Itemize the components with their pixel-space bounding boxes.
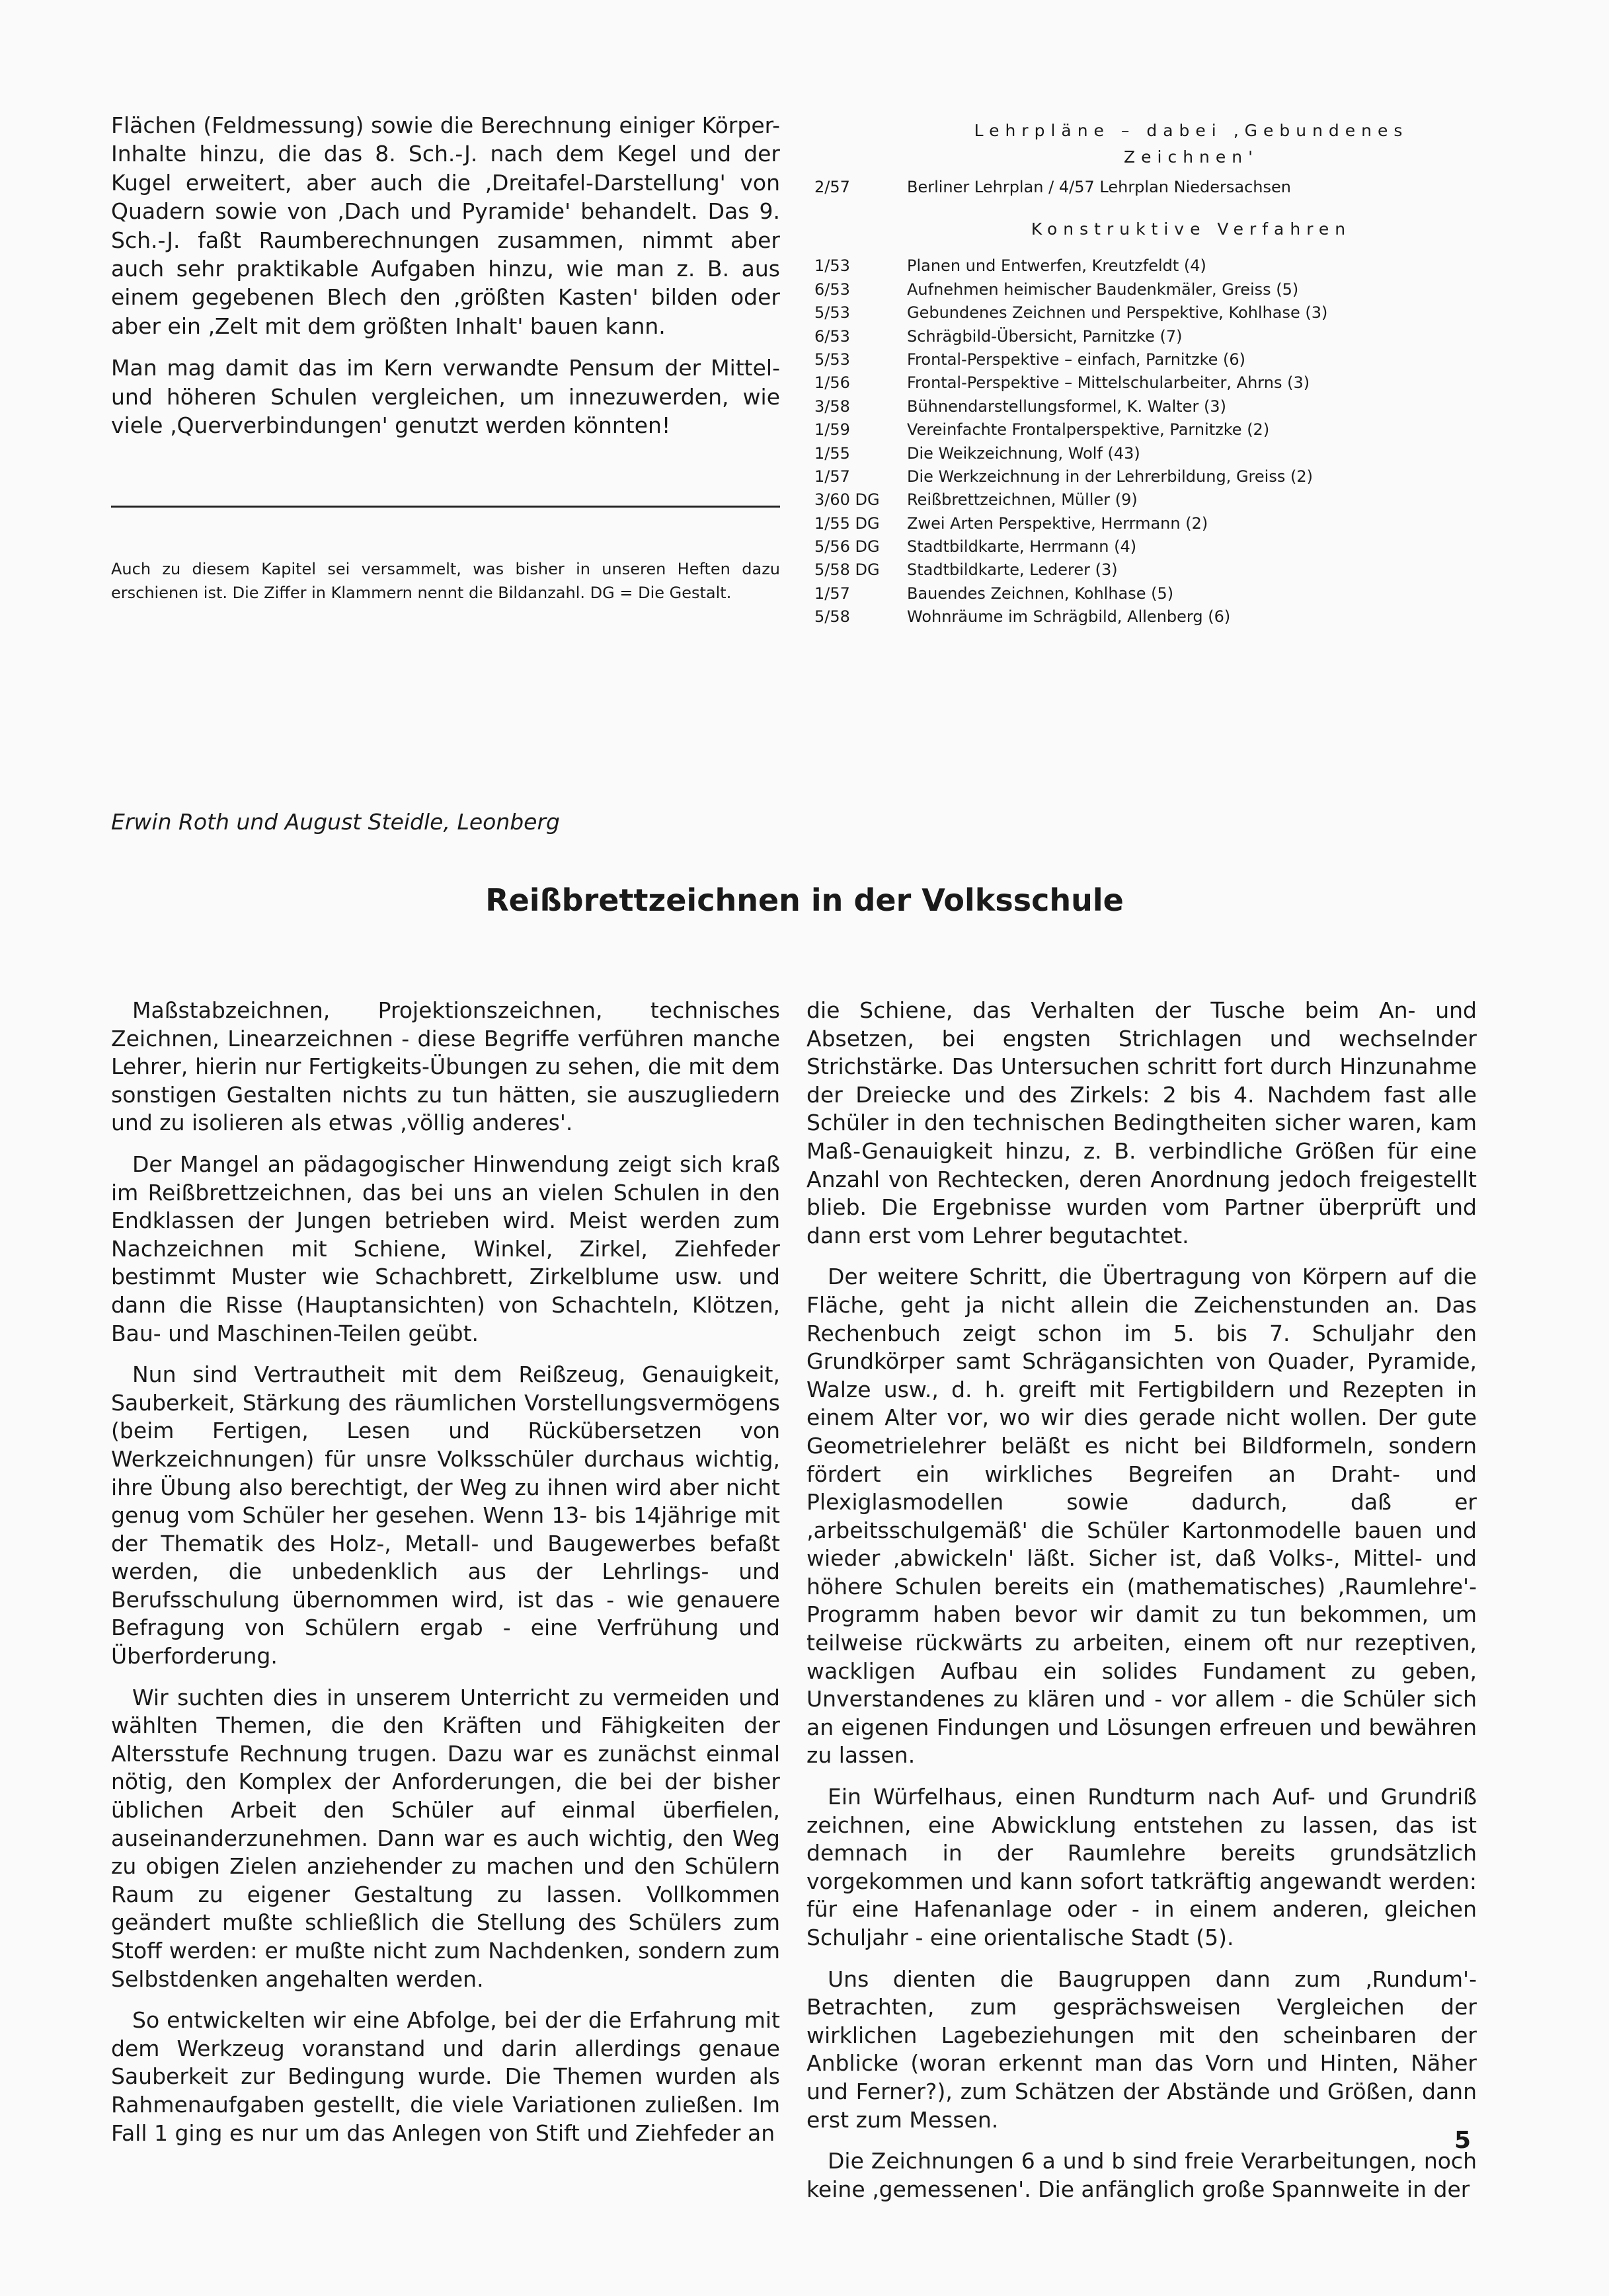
body-paragraph: Ein Würfelhaus, einen Rundturm nach Auf- und Grundriß zeichnen, eine Abwicklung entstehen zu lassen, das ist demnach in der Raumlehre bereits grundsätzlich vorgekommen und kann sofort tatkräftig angewandt werden: für eine Hafenanlage oder - in einem anderen, gleichen Schuljahr - eine orientalische Stadt (5). xyxy=(806,1784,1477,1950)
upper-left-paragraph-1: Flächen (Feldmessung) sowie die Berechnung einiger Körper-Inhalte hinzu, die das 8. Sch.-J. nach dem Kegel und der Kugel erweitert, aber auch die ‚Dreitafel-Darstellung' von Quadern sowie von ‚Dach und Pyramide' behandelt. Das 9. Sch.-J. faßt Raumberechnungen zusammen, nimmt aber auch sehr praktikable Aufgaben hinzu, wie man z. B. aus einem gegebenen Blech den ‚größten Kasten' bilden oder aber ein ‚Zelt mit dem größten Inhalt' bauen kann. xyxy=(111,112,780,339)
body-paragraph: Der weitere Schritt, die Übertragung von Körpern auf die Fläche, geht ja nicht allein die Zeichenstunden an. Das Rechenbuch zeigt schon im 5. bis 7. Schuljahr den Grundkörper samt Schrägansichten von Quader, Pyramide, Walze usw., d. h. greift mit Fertigbildern und Rezepten in einem Alter vor, wo wir dies gerade nicht wollen. Der gute Geometrielehrer beläßt es nicht bei Bildformeln, sondern fördert ein wirkliches Begreifen an Draht- und Plexiglasmodellen sowie dadurch, daß er ‚arbeitsschulgemäß' die Schüler Kartonmodelle bauen und wieder ‚abwickeln' läßt. Sicher ist, daß Volks-, Mittel- und höhere Schulen bereits ein (mathematisches) ‚Raumlehre'-Programm haben bevor wir damit zu tun bekommen, um teilweise rückwärts zu arbeiten, einem oft nur rezeptiven, wackligen Aufbau ein solides Fundament zu geben, Unverstandenes zu klären und - vor allem - die Schüler sich an eigenen Findungen und Lösungen erfreuen und bewähren zu lassen. xyxy=(806,1264,1477,1769)
list-item-code: 1/55 xyxy=(814,443,850,463)
list-item-text: Schrägbild-Übersicht, Parnitzke (7) xyxy=(907,326,1183,346)
list-item-code: 6/53 xyxy=(814,326,850,346)
list-item xyxy=(814,176,1475,199)
list-item-text: Stadtbildkarte, Herrmann (4) xyxy=(907,537,1137,556)
article-title: Reißbrettzeichnen in der Volksschule xyxy=(485,882,1124,918)
list-item xyxy=(814,348,1475,371)
list-item xyxy=(814,395,1475,418)
list-item-text: Die Werkzeichnung in der Lehrerbildung, Greiss (2) xyxy=(907,467,1313,486)
list-item-code: 3/58 xyxy=(814,397,850,416)
page-number: 5 xyxy=(1454,2127,1472,2154)
list-item-text: Wohnräume im Schrägbild, Allenberg (6) xyxy=(907,607,1231,627)
section-title-konstruktive-verfahren: Konstruktive Verfahren xyxy=(1031,219,1352,239)
body-paragraph: Maßstabzeichnen, Projektionszeichnen, technisches Zeichnen, Linearzeichnen - diese Begriffe verführen manche Lehrer, hierin nur Fertigkeits-Übungen zu sehen, die mit dem sonstigen Gestalten nichts zu tun hätten, sie auszugliedern und zu isolieren als etwas ‚völlig anderes'. xyxy=(111,997,780,1136)
body-paragraph: Nun sind Vertrautheit mit dem Reißzeug, Genauigkeit, Sauberkeit, Stärkung des räumlichen Vorstellungsvermögens (beim Fertigen, Lesen und Rückübersetzen von Werkzeichnungen) für unsre Volksschüler durchaus wichtig, ihre Übung also berechtigt, der Weg zu ihnen wird aber nicht genug vom Schüler her gesehen. Wenn 13- bis 14jährige mit der Thematik des Holz-, Metall- und Baugewerbes befaßt werden, die unbedenklich aus der Lehrlings- und Berufsschulung übernommen wird, ist das - wie genauere Befragung von Schülern ergab - eine Verfrühung und Überforderung. xyxy=(111,1361,780,1669)
list-item-code: 2/57 xyxy=(814,178,850,196)
list-item-text: Frontal-Perspektive – Mittelschularbeiter, Ahrns (3) xyxy=(907,373,1310,393)
list-item xyxy=(814,418,1475,441)
list-item-code: 5/53 xyxy=(814,350,850,369)
list-item-code: 3/60 DG xyxy=(814,490,880,510)
list-item-text: Bauendes Zeichnen, Kohlhase (5) xyxy=(907,584,1174,603)
list-item-code: 1/55 DG xyxy=(814,514,880,533)
body-paragraph: Die Zeichnungen 6 a und b sind freie Verarbeitungen, noch keine ‚gemessenen'. Die anfänglich große Spannweite in der xyxy=(806,2148,1477,2202)
section-divider xyxy=(111,506,780,508)
footnote: Auch zu diesem Kapitel sei versammelt, was bisher in unseren Heften dazu erschienen ist. Die Ziffer in Klammern nennt die Bildanzahl. DG = Die Gestalt. xyxy=(111,560,780,602)
list-item-text: Zwei Arten Perspektive, Herrmann (2) xyxy=(907,514,1208,533)
list-item xyxy=(814,254,1475,278)
list-item xyxy=(814,488,1475,512)
list-item-text: Planen und Entwerfen, Kreutzfeldt (4) xyxy=(907,256,1206,276)
upper-left-text xyxy=(111,111,780,440)
konstruktive-verfahren-list xyxy=(814,254,1475,629)
section-title-lehrplaene: Lehrpläne – dabei ‚Gebundenes Zeichnen' xyxy=(974,121,1409,167)
list-item-text: Gebundenes Zeichnen und Perspektive, Kohlhase (3) xyxy=(907,303,1328,323)
reference-list xyxy=(814,118,1475,629)
list-item-text: Die Weikzeichnung, Wolf (43) xyxy=(907,443,1140,463)
list-item-code: 1/59 xyxy=(814,420,850,440)
body-paragraph: Der Mangel an pädagogischer Hinwendung zeigt sich kraß im Reißbrettzeichnen, das bei uns an vielen Schulen in den Endklassen der Jungen betrieben wird. Meist werden zum Nachzeichnen mit Schiene, Winkel, Zirkel, Ziehfeder bestimmt Muster wie Schachbrett, Zirkelblume usw. und dann die Risse (Hauptansichten) von Schachteln, Klötzen, Bau- und Maschinen-Teilen geübt. xyxy=(111,1151,780,1346)
body-paragraph: Uns dienten die Baugruppen dann zum ‚Rundum'-Betrachten, zum gesprächsweisen Vergleichen der wirklichen Lagebeziehungen mit den scheinbaren der Anblicke (woran erkennt man das Vorn und Hinten, Näher und Ferner?), zum Schätzen der Abstände und Größen, dann erst zum Messen. xyxy=(806,1966,1477,2133)
list-item xyxy=(814,371,1475,395)
list-item-code: 5/56 DG xyxy=(814,537,880,556)
list-item xyxy=(814,582,1475,605)
list-item-code: 1/57 xyxy=(814,584,850,603)
body-paragraph: die Schiene, das Verhalten der Tusche beim An- und Absetzen, bei engsten Strichlagen und wechselnder Strichstärke. Das Untersuchen schritt fort durch Hinzunahme der Dreiecke und des Zirkels: 2 bis 4. Nachdem fast alle Schüler in den technischen Bedingtheiten sicher waren, kam Maß-Genauigkeit hinzu, z. B. verbindliche Größen für eine Anzahl von Rechtecken, deren Anordnung jedoch freigestellt blieb. Die Ergebnisse wurden vom Partner überprüft und dann erst vom Lehrer begutachtet. xyxy=(806,997,1477,1248)
body-paragraph: Wir suchten dies in unserem Unterricht zu vermeiden und wählten Themen, die den Kräften und Fähigkeiten der Altersstufe Rechnung trugen. Dazu war es zunächst einmal nötig, den Komplex der Anforderungen, die bei der bisher üblichen Arbeit den Schüler auf einmal überfielen, auseinanderzunehmen. Dann war es auch wichtig, den Weg zu obigen Zielen anziehender zu machen und den Schülern Raum zu eigener Gestaltung zu lassen. Vollkommen geändert mußte schließlich die Stellung des Schülers zum Stoff werden: er mußte nicht zum Nachdenken, sondern zum Selbstdenken angehalten werden. xyxy=(111,1684,780,1992)
list-item-text: Stadtbildkarte, Lederer (3) xyxy=(907,560,1118,580)
list-item-text: Berliner Lehrplan / 4/57 Lehrplan Niedersachsen xyxy=(907,178,1291,196)
list-item xyxy=(814,558,1475,582)
list-item xyxy=(814,605,1475,629)
article-authors: Erwin Roth und August Steidle, Leonberg xyxy=(111,809,560,835)
list-item-code: 5/58 DG xyxy=(814,560,880,580)
list-item-text: Frontal-Perspektive – einfach, Parnitzke (6) xyxy=(907,350,1246,369)
list-item-code: 5/58 xyxy=(814,607,850,627)
body-paragraph: So entwickelten wir eine Abfolge, bei der die Erfahrung mit dem Werkzeug voranstand und darin allerdings genaue Sauberkeit zur Bedingung wurde. Die Themen wurden als Rahmenaufgaben gestellt, die viele Variationen zuließen. Im Fall 1 ging es nur um das Anlegen von Stift und Ziehfeder an xyxy=(111,2007,780,2146)
list-item xyxy=(814,512,1475,535)
list-item-text: Reißbrettzeichnen, Müller (9) xyxy=(907,490,1138,510)
article-column-right xyxy=(806,997,1477,2203)
list-item xyxy=(814,535,1475,558)
list-item-text: Vereinfachte Frontalperspektive, Parnitzke (2) xyxy=(907,420,1270,440)
list-item-code: 5/53 xyxy=(814,303,850,323)
list-item-text: Aufnehmen heimischer Baudenkmäler, Greiss (5) xyxy=(907,280,1299,299)
list-item-code: 1/56 xyxy=(814,373,850,393)
lehrplaene-list xyxy=(814,176,1475,199)
list-item-code: 6/53 xyxy=(814,280,850,299)
article-column-left xyxy=(111,997,780,2147)
list-item xyxy=(814,325,1475,348)
list-item xyxy=(814,442,1475,465)
list-item xyxy=(814,301,1475,325)
list-item-code: 1/53 xyxy=(814,256,850,276)
list-item xyxy=(814,465,1475,488)
list-item-code: 1/57 xyxy=(814,467,850,486)
list-item xyxy=(814,278,1475,301)
upper-left-paragraph-2: Man mag damit das im Kern verwandte Pensum der Mittel- und höheren Schulen vergleichen, um innezuwerden, wie viele ‚Querverbindungen' genutzt werden könnten! xyxy=(111,355,780,439)
list-item-text: Bühnendarstellungsformel, K. Walter (3) xyxy=(907,397,1226,416)
